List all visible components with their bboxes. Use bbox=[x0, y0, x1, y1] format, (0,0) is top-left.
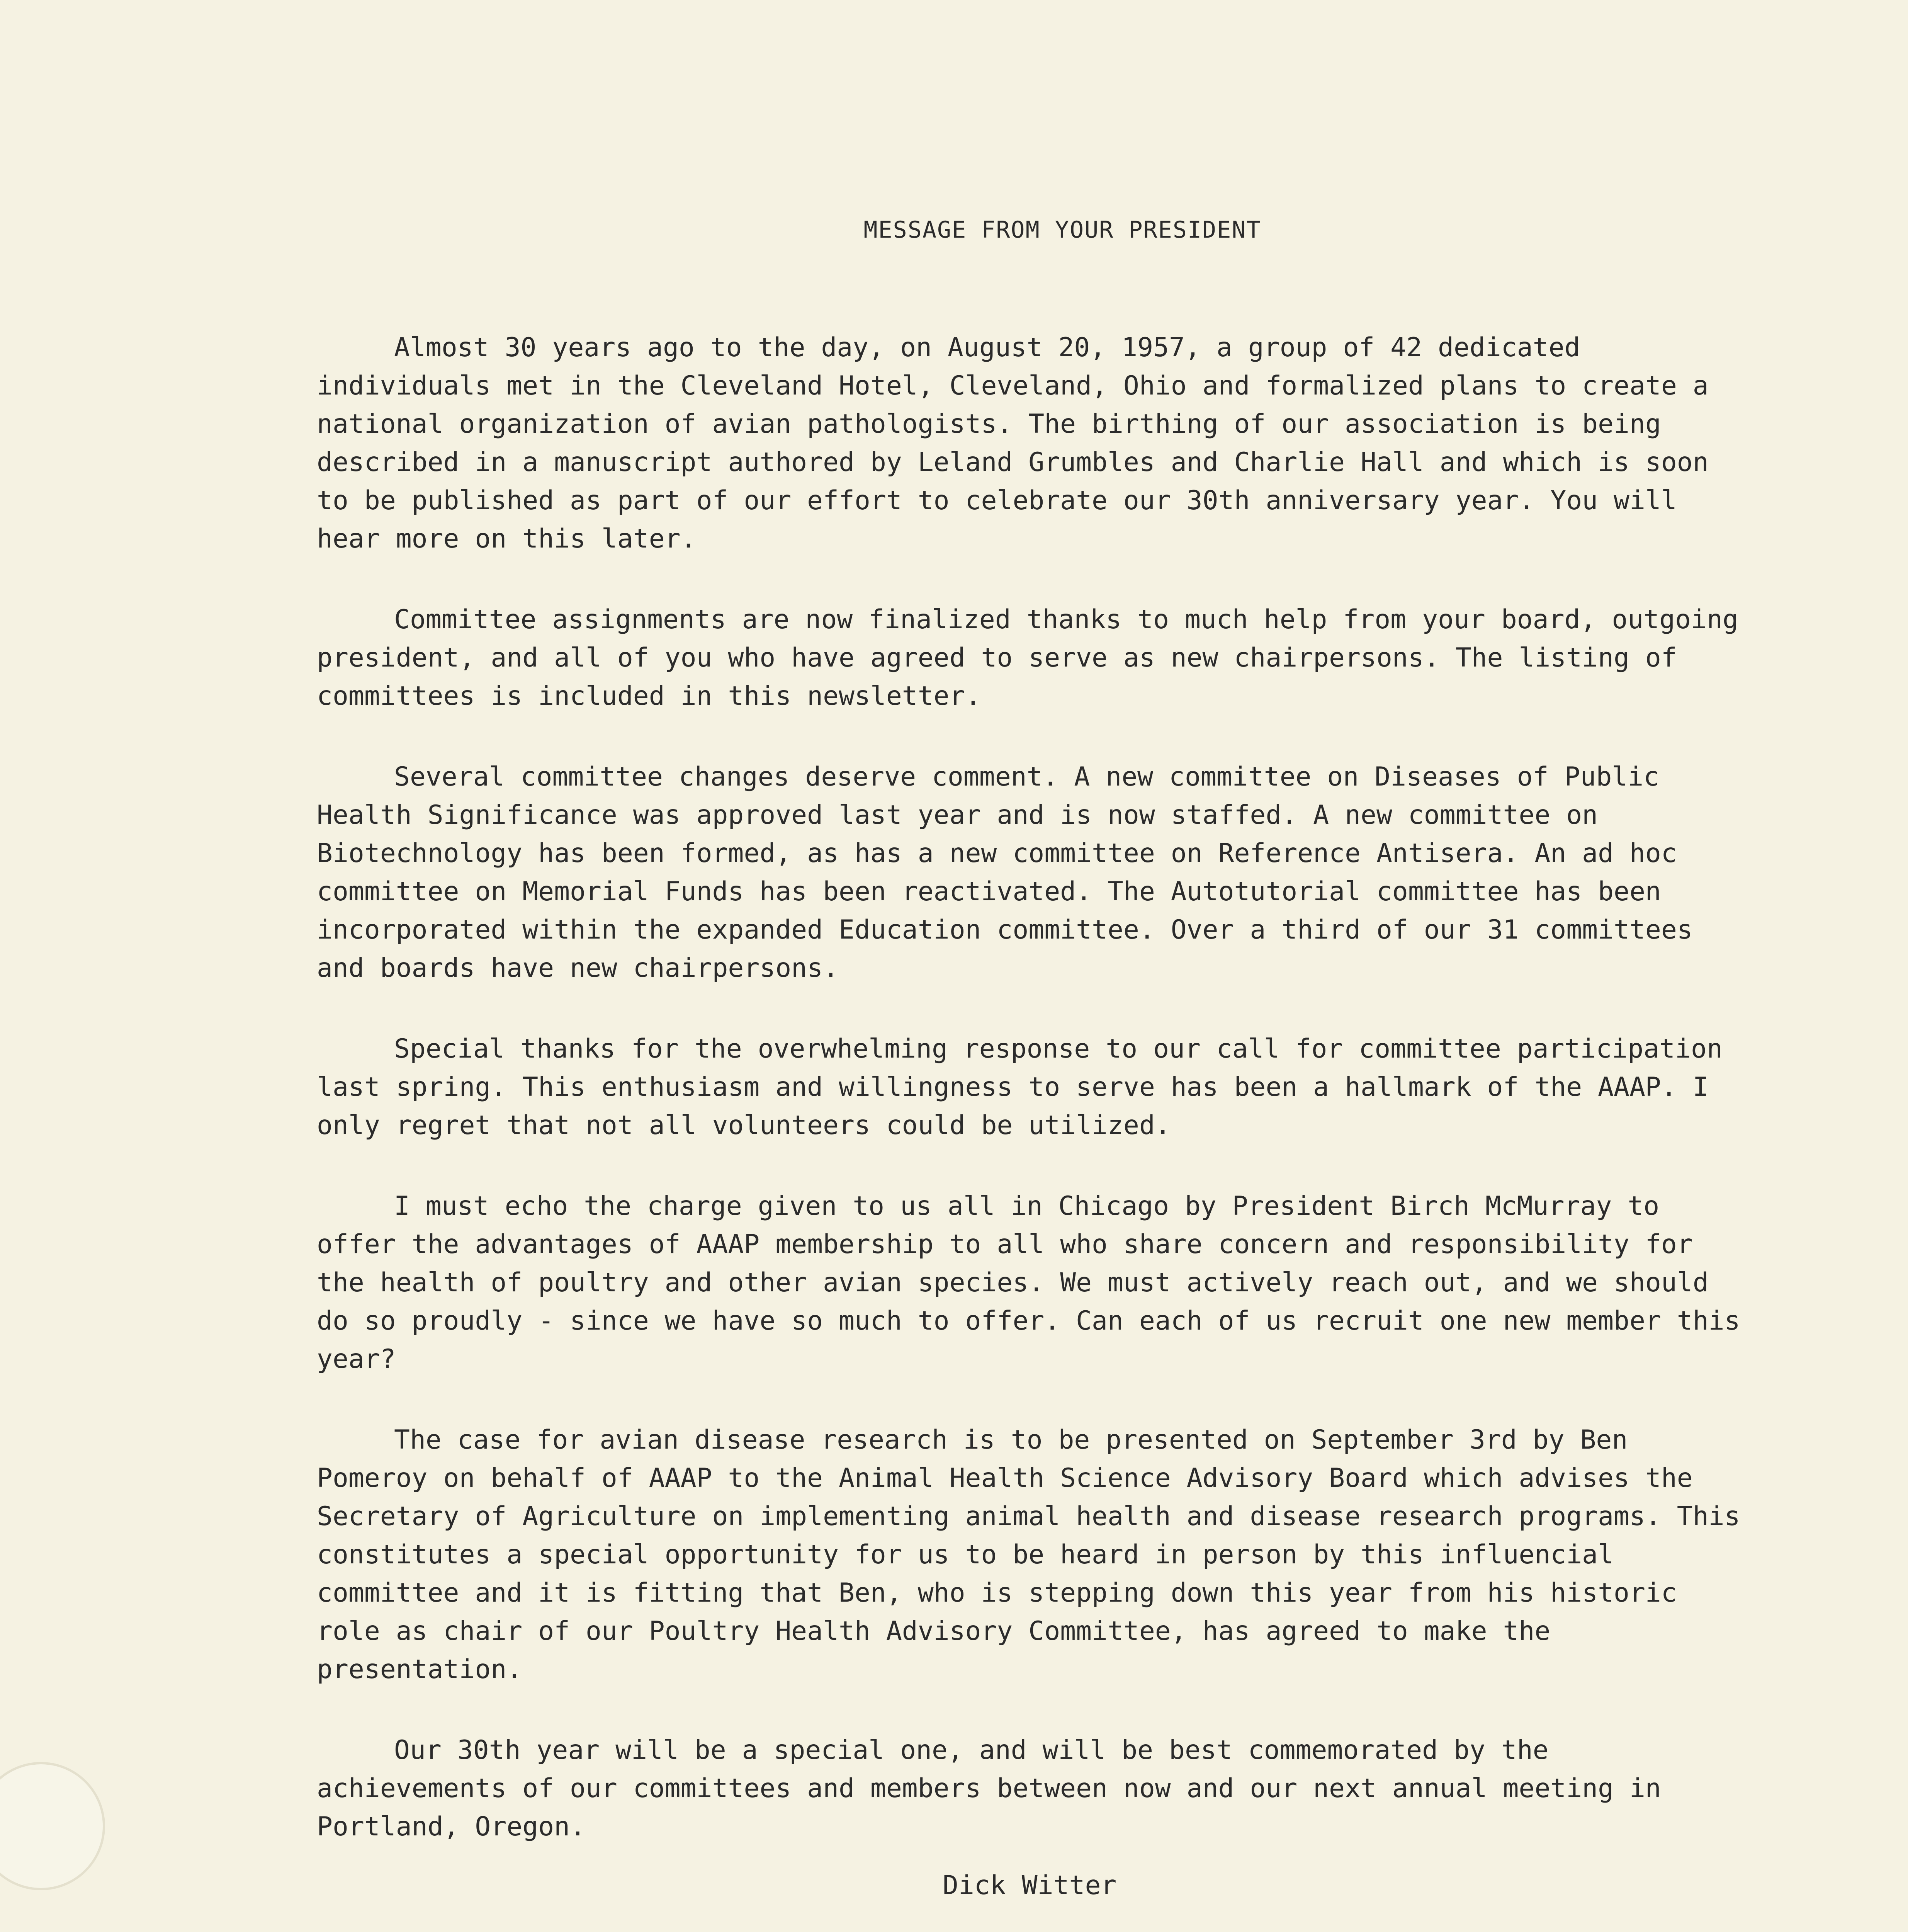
signature: Dick Witter bbox=[943, 1870, 1117, 1901]
letter-body bbox=[317, 216, 1746, 1888]
paragraph-special-thanks: Special thanks for the overwhelming response to our call for committee participation last spring. This enthusiasm and willingness to serve has been a hallmark of the AAAP. I only regret that not all volunteers could be utilized. bbox=[317, 1034, 1723, 1141]
paragraph-30th-year: Our 30th year will be a special one, and will be best commemorated by the achievements of our committees and members between now and our next annual meeting in Portland, Oregon. bbox=[317, 1735, 1661, 1842]
paragraph-membership-charge: I must echo the charge given to us all in Chicago by President Birch McMurray to offer the advantages of AAAP membership to all who share concern and responsibility for the health of poultry and other avian species. We must actively reach out, and we should do so proudly - since we have so much to offer. Can each of us recruit one new member this year? bbox=[317, 1191, 1740, 1374]
letter-title: MESSAGE FROM YOUR PRESIDENT bbox=[863, 216, 1261, 243]
paragraph-founding: Almost 30 years ago to the day, on August 20, 1957, a group of 42 dedicated individuals met in the Cleveland Hotel, Cleveland, Ohio and formalized plans to create a national organization of avian pathologists. The birthing of our association is being described in a manuscript authored by Leland Grumbles and Charlie Hall and which is soon to be published as part of our effort to celebrate our 30th anniversary year. You will hear more on this later. bbox=[317, 332, 1709, 554]
paragraph-committee-changes: Several committee changes deserve comment. A new committee on Diseases of Public Health Significance was approved last year and is now staffed. A new committee on Biotechnology has been formed, as has a new committee on Reference Antisera. An ad hoc committee on Memorial Funds has been reactivated. The Autotutorial committee has been incorporated within the expanded Education committee. Over a third of our 31 committees and boards have new chairpersons. bbox=[317, 762, 1693, 983]
paragraph-research-case: The case for avian disease research is to be presented on September 3rd by Ben Pomeroy on behalf of AAAP to the Animal Health Science Advisory Board which advises the Secretary of Agriculture on implementing animal health and disease research programs. This constitutes a special opportunity for us to be heard in person by this influencial committee and it is fitting that Ben, who is stepping down this year from his historic role as chair of our Poultry Health Advisory Committee, has agreed to make the presentation. bbox=[317, 1425, 1740, 1685]
punch-hole bbox=[0, 1762, 105, 1890]
paragraph-committee-assignments: Committee assignments are now finalized thanks to much help from your board, outgoing president, and all of you who have agreed to serve as new chairpersons. The listing of committees is included in this newsletter. bbox=[317, 604, 1738, 711]
